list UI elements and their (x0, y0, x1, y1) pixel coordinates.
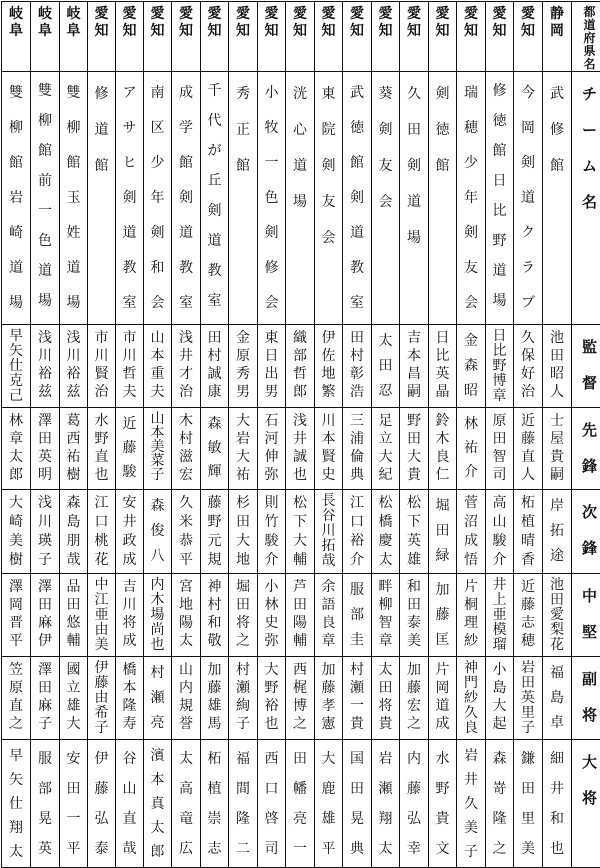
cell-senpo: 近 藤 駿 (116, 408, 144, 490)
cell-chuken: 澤 岡 晋 平 (2, 574, 31, 657)
cell-fukusho: 國 立 雄 大 (60, 657, 88, 740)
cell-jiho: 松 橋 慶 太 (372, 490, 400, 574)
cell-pref: 愛 知 (201, 2, 229, 72)
cell-senpo: 足 立 大 紀 (372, 408, 400, 490)
team-roster-table (1, 1, 600, 868)
header-chuken: 中 堅 (572, 574, 600, 657)
field-row-jiho (2, 490, 600, 574)
cell-senpo: 木 村 滋 宏 (172, 408, 201, 490)
cell-fukusho: 笠 原 直 之 (2, 657, 31, 740)
cell-team: 修 道 館 (88, 72, 116, 325)
header-coach: 監 督 (572, 325, 600, 408)
cell-team: 洸 心 道 場 (286, 72, 315, 325)
cell-taisho: 大 鹿 雄 平 (315, 740, 343, 868)
cell-coach: 田 村 誠 康 (201, 325, 229, 408)
cell-senpo: 森 敏 輝 (201, 408, 229, 490)
cell-coach: 吉 本 昌 嗣 (400, 325, 429, 408)
cell-taisho: 森 嵜 隆 之 (486, 740, 514, 868)
header-jiho: 次 鋒 (572, 490, 600, 574)
cell-chuken: 加 藤 匡 (429, 574, 457, 657)
cell-team: 修 徳 館 日 比 野 道 場 (486, 72, 514, 325)
cell-taisho: 濱 本 真 太 郎 (144, 740, 172, 868)
cell-team: 雙 柳 館 岩 崎 道 場 (2, 72, 31, 325)
cell-fukusho: 神 門 紗 久 良 (457, 657, 486, 740)
cell-jiho: 松 下 大 輔 (286, 490, 315, 574)
cell-fukusho: 大 野 裕 也 (258, 657, 286, 740)
cell-coach: 太 田 忍 (372, 325, 400, 408)
cell-team: ア サ ヒ 剣 道 教 室 (116, 72, 144, 325)
cell-chuken: 中 江 亜 由 美 (88, 574, 116, 657)
cell-senpo: 士 屋 貴 嗣 (543, 408, 572, 490)
cell-fukusho: 村 瀬 一 貴 (343, 657, 372, 740)
cell-chuken: 片 桐 理 紗 (457, 574, 486, 657)
cell-jiho: 江 口 裕 介 (343, 490, 372, 574)
cell-fukusho: 岩 田 英 里 子 (514, 657, 543, 740)
cell-coach: 日 比 野 博 章 (486, 325, 514, 408)
cell-team: 武 修 館 (543, 72, 572, 325)
cell-pref: 静 岡 (543, 2, 572, 72)
cell-senpo: 山 本 美 菜 子 (144, 408, 172, 490)
field-row-chuken (2, 574, 600, 657)
cell-chuken: 内 木 場 尚 也 (144, 574, 172, 657)
cell-pref: 愛 知 (172, 2, 201, 72)
cell-chuken: 余 語 良 章 (315, 574, 343, 657)
cell-coach: 浅 川 裕 兹 (60, 325, 88, 408)
cell-pref: 愛 知 (144, 2, 172, 72)
cell-pref: 愛 知 (400, 2, 429, 72)
cell-coach: 金 森 昭 (457, 325, 486, 408)
cell-senpo: 三 浦 倫 典 (343, 408, 372, 490)
cell-team: 久 田 剣 道 場 (400, 72, 429, 325)
cell-team: 瑞 穂 少 年 剣 友 会 (457, 72, 486, 325)
cell-chuken: 澤 田 麻 伊 (31, 574, 60, 657)
cell-chuken: 近 藤 志 穂 (514, 574, 543, 657)
cell-jiho: 大 崎 美 樹 (2, 490, 31, 574)
field-row-fukusho (2, 657, 600, 740)
header-pref: 都 道 府 県 名 (572, 2, 600, 72)
cell-taisho: 水 野 貴 文 (429, 740, 457, 868)
cell-coach: 浅 川 裕 兹 (31, 325, 60, 408)
cell-team: 成 学 館 剣 道 教 室 (172, 72, 201, 325)
cell-pref: 愛 知 (229, 2, 258, 72)
cell-coach: 早 矢 仕 克 己 (2, 325, 31, 408)
cell-jiho: 江 口 桃 花 (88, 490, 116, 574)
cell-pref: 愛 知 (429, 2, 457, 72)
field-row-team (2, 72, 600, 325)
cell-fukusho: 加 藤 雄 馬 (201, 657, 229, 740)
cell-fukusho: 小 島 大 起 (486, 657, 514, 740)
header-team: チ ー ム 名 (572, 72, 600, 325)
header-taisho: 大 将 (572, 740, 600, 868)
field-row-senpo (2, 408, 600, 490)
cell-team: 南 区 少 年 剣 和 会 (144, 72, 172, 325)
cell-chuken: 堀 田 将 之 (229, 574, 258, 657)
cell-jiho: 柘 植 晴 香 (514, 490, 543, 574)
cell-chuken: 品 田 悠 輔 (60, 574, 88, 657)
cell-team: 小 牧 一 色 剣 修 会 (258, 72, 286, 325)
cell-pref: 岐 阜 (60, 2, 88, 72)
cell-fukusho: 西 梶 博 之 (286, 657, 315, 740)
cell-senpo: 川 本 賢 史 (315, 408, 343, 490)
cell-chuken: 池 田 愛 梨 花 (543, 574, 572, 657)
cell-coach: 田 村 彰 浩 (343, 325, 372, 408)
cell-chuken: 服 部 圭 (343, 574, 372, 657)
cell-chuken: 宮 地 陽 太 (172, 574, 201, 657)
cell-jiho: 森 俊 八 (144, 490, 172, 574)
cell-fukusho: 村 瀬 亮 (144, 657, 172, 740)
cell-team: 武 徳 館 剣 道 教 室 (343, 72, 372, 325)
cell-taisho: 伊 藤 弘 泰 (88, 740, 116, 868)
cell-senpo: 大 岩 大 祐 (229, 408, 258, 490)
cell-jiho: 高 山 駿 介 (486, 490, 514, 574)
cell-taisho: 早 矢 仕 翔 太 (2, 740, 31, 868)
cell-taisho: 安 田 一 平 (60, 740, 88, 868)
field-row-taisho (2, 740, 600, 868)
cell-fukusho: 福 島 卓 (543, 657, 572, 740)
field-row-pref (2, 2, 600, 72)
cell-team: 千 代 が 丘 剣 道 教 室 (201, 72, 229, 325)
cell-pref: 愛 知 (258, 2, 286, 72)
cell-jiho: 藤 野 元 規 (201, 490, 229, 574)
cell-taisho: 西 口 啓 司 (258, 740, 286, 868)
cell-taisho: 岩 瀬 翔 太 (372, 740, 400, 868)
cell-chuken: 吉 川 将 成 (116, 574, 144, 657)
cell-senpo: 林 章 太 郎 (2, 408, 31, 490)
cell-senpo: 原 田 智 司 (486, 408, 514, 490)
cell-team: 雙 柳 館 玉 姓 道 場 (60, 72, 88, 325)
cell-fukusho: 澤 田 麻 子 (31, 657, 60, 740)
header-fukusho: 副 将 (572, 657, 600, 740)
cell-jiho: 安 井 政 成 (116, 490, 144, 574)
cell-senpo: 近 藤 直 人 (514, 408, 543, 490)
cell-taisho: 鎌 田 里 美 (514, 740, 543, 868)
cell-coach: 山 本 重 夫 (144, 325, 172, 408)
cell-coach: 日 比 英 晶 (429, 325, 457, 408)
cell-pref: 愛 知 (486, 2, 514, 72)
cell-senpo: 野 田 大 貴 (400, 408, 429, 490)
cell-team: 剣 徳 館 (429, 72, 457, 325)
cell-jiho: 松 下 英 雄 (400, 490, 429, 574)
cell-pref: 岐 阜 (31, 2, 60, 72)
cell-pref: 愛 知 (286, 2, 315, 72)
field-row-coach (2, 325, 600, 408)
cell-fukusho: 伊 藤 由 希 子 (88, 657, 116, 740)
cell-coach: 東 日 出 男 (258, 325, 286, 408)
cell-senpo: 葛 西 祐 樹 (60, 408, 88, 490)
cell-taisho: 服 部 晃 英 (31, 740, 60, 868)
cell-coach: 織 部 哲 郎 (286, 325, 315, 408)
cell-jiho: 則 竹 駿 介 (258, 490, 286, 574)
cell-jiho: 浅 川 瑛 子 (31, 490, 60, 574)
cell-coach: 伊 佐 地 繁 (315, 325, 343, 408)
cell-team: 雙 柳 館 前 一 色 道 場 (31, 72, 60, 325)
cell-pref: 愛 知 (343, 2, 372, 72)
cell-fukusho: 村 瀬 絢 子 (229, 657, 258, 740)
cell-team: 今 岡 剣 道 ク ラ ブ (514, 72, 543, 325)
cell-pref: 岐 阜 (2, 2, 31, 72)
cell-fukusho: 加 藤 宏 之 (400, 657, 429, 740)
cell-jiho: 菅 沼 成 悟 (457, 490, 486, 574)
cell-pref: 愛 知 (116, 2, 144, 72)
cell-team: 東 院 剣 友 会 (315, 72, 343, 325)
cell-jiho: 杉 田 大 地 (229, 490, 258, 574)
cell-taisho: 福 間 隆 二 (229, 740, 258, 868)
cell-taisho: 田 幡 亮 一 (286, 740, 315, 868)
cell-pref: 愛 知 (88, 2, 116, 72)
cell-fukusho: 山 内 規 誉 (172, 657, 201, 740)
cell-senpo: 水 野 直 也 (88, 408, 116, 490)
cell-senpo: 澤 田 英 明 (31, 408, 60, 490)
cell-coach: 市 川 哲 夫 (116, 325, 144, 408)
cell-chuken: 神 村 和 敬 (201, 574, 229, 657)
cell-pref: 愛 知 (372, 2, 400, 72)
cell-jiho: 森 島 朋 哉 (60, 490, 88, 574)
cell-chuken: 和 田 泰 美 (400, 574, 429, 657)
cell-team: 葵 剣 友 会 (372, 72, 400, 325)
cell-fukusho: 加 藤 孝 憲 (315, 657, 343, 740)
cell-chuken: 芦 田 陽 輔 (286, 574, 315, 657)
header-senpo: 先 鋒 (572, 408, 600, 490)
cell-jiho: 久 米 恭 平 (172, 490, 201, 574)
cell-pref: 愛 知 (457, 2, 486, 72)
cell-senpo: 浅 井 誠 也 (286, 408, 315, 490)
cell-taisho: 柘 植 崇 志 (201, 740, 229, 868)
cell-coach: 金 原 秀 男 (229, 325, 258, 408)
cell-taisho: 内 藤 弘 幸 (400, 740, 429, 868)
cell-senpo: 石 河 伸 弥 (258, 408, 286, 490)
cell-chuken: 畔 柳 智 章 (372, 574, 400, 657)
cell-taisho: 太 高 竜 広 (172, 740, 201, 868)
cell-pref: 愛 知 (315, 2, 343, 72)
cell-taisho: 細 井 和 也 (543, 740, 572, 868)
cell-pref: 愛 知 (514, 2, 543, 72)
cell-coach: 久 保 好 治 (514, 325, 543, 408)
cell-team: 秀 正 館 (229, 72, 258, 325)
cell-jiho: 岸 拓 途 (543, 490, 572, 574)
cell-senpo: 林 祐 介 (457, 408, 486, 490)
cell-taisho: 岩 井 久 美 子 (457, 740, 486, 868)
cell-fukusho: 片 岡 道 成 (429, 657, 457, 740)
cell-coach: 池 田 昭 人 (543, 325, 572, 408)
cell-fukusho: 太 田 将 貴 (372, 657, 400, 740)
cell-jiho: 堀 田 緑 (429, 490, 457, 574)
cell-fukusho: 橋 本 隆 寿 (116, 657, 144, 740)
cell-jiho: 長 谷 川 拓 哉 (315, 490, 343, 574)
cell-taisho: 谷 山 直 哉 (116, 740, 144, 868)
cell-chuken: 小 林 史 弥 (258, 574, 286, 657)
cell-chuken: 井 上 亜 模 瑠 (486, 574, 514, 657)
cell-taisho: 国 田 晃 典 (343, 740, 372, 868)
cell-senpo: 鈴 木 良 仁 (429, 408, 457, 490)
cell-coach: 市 川 賢 治 (88, 325, 116, 408)
cell-coach: 浅 井 才 治 (172, 325, 201, 408)
